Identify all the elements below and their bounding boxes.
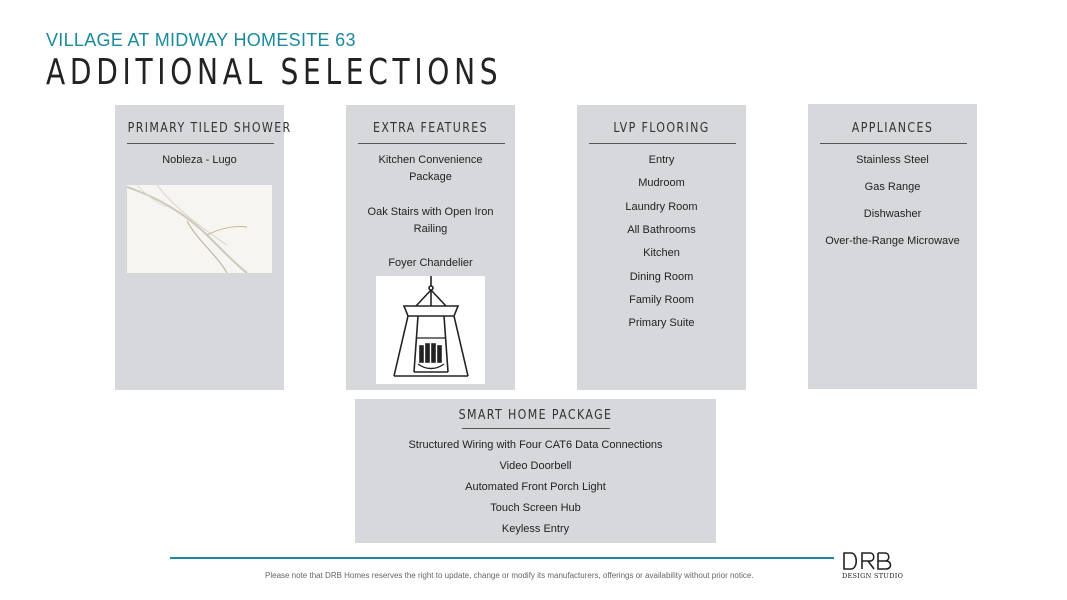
chandelier-image — [376, 276, 485, 384]
panel-heading: EXTRA FEATURES — [372, 121, 488, 136]
list-item: Package — [409, 171, 452, 183]
panel-heading: APPLIANCES — [851, 121, 934, 136]
page-title: ADDITIONAL SELECTIONS — [46, 52, 503, 93]
footer-note: Please note that DRB Homes reserves the right to update, change or modify its manufacturers, offerings or availability without prior notice. — [265, 571, 754, 580]
list-item: Video Doorbell — [499, 460, 572, 472]
panel-primary-tiled-shower — [115, 105, 292, 390]
list-item: All Bathrooms — [627, 224, 696, 236]
list-item: Over-the-Range Microwave — [825, 235, 960, 247]
panel-heading: PRIMARY TILED SHOWER — [127, 121, 292, 136]
list-item: Laundry Room — [625, 201, 698, 213]
list-item: Nobleza - Lugo — [162, 154, 237, 166]
heading-rule — [589, 143, 736, 144]
tile-sample-image — [127, 185, 272, 273]
list-item: Oak Stairs with Open Iron — [367, 206, 494, 218]
list-item: Kitchen — [643, 247, 680, 259]
list-item: Touch Screen Hub — [490, 502, 581, 514]
list-item: Mudroom — [638, 177, 685, 189]
list-item: Foyer Chandelier — [388, 257, 473, 269]
heading-rule — [462, 428, 610, 429]
list-item: Dining Room — [629, 271, 694, 283]
list-item: Stainless Steel — [856, 154, 929, 166]
panel-extra-features — [346, 105, 515, 390]
heading-rule — [127, 143, 274, 144]
panel-heading: SMART HOME PACKAGE — [458, 408, 613, 423]
list-item: Railing — [413, 223, 448, 235]
list-item: Entry — [648, 154, 675, 166]
footer-divider — [170, 557, 834, 559]
panel-heading: LVP FLOORING — [613, 121, 710, 136]
list-item: Kitchen Convenience — [378, 154, 483, 166]
panel-appliances — [808, 104, 977, 389]
list-item: Keyless Entry — [501, 523, 570, 535]
list-item: Family Room — [629, 294, 694, 306]
panel-smart-home-package — [355, 399, 716, 543]
list-item: Structured Wiring with Four CAT6 Data Connections — [408, 439, 663, 451]
heading-rule — [820, 143, 967, 144]
panel-lvp-flooring — [577, 105, 746, 390]
heading-rule — [358, 143, 505, 144]
list-item: Primary Suite — [628, 317, 695, 329]
list-item: Gas Range — [864, 181, 921, 193]
list-item: Automated Front Porch Light — [465, 481, 606, 493]
logo-subtext: DESIGN STUDIO — [842, 572, 904, 580]
page-subtitle: VILLAGE AT MIDWAY HOMESITE 63 — [46, 30, 356, 50]
list-item: Dishwasher — [863, 208, 922, 220]
